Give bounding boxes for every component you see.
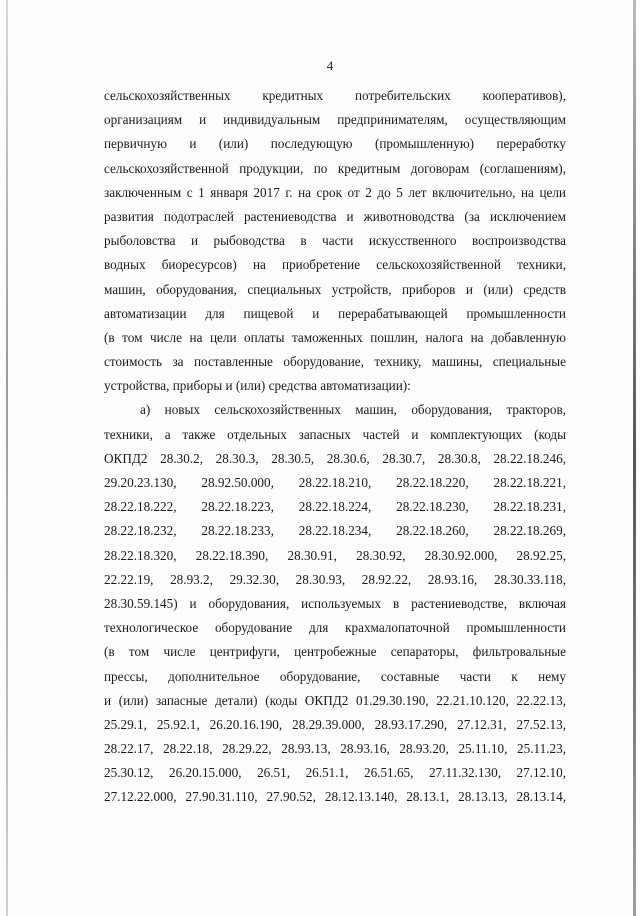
text-line: водных биоресурсов) на приобретение сельскохозяйственной техники,	[104, 257, 566, 273]
text-line: развития подотраслей растениеводства и животноводства (за исключением	[104, 208, 566, 224]
text-line: первичную и (или) последующую (промышленную) переработку	[104, 136, 566, 152]
page-number: 4	[326, 58, 334, 73]
text-line: (в том числе центрифуги, центробежные сепараторы, фильтровальные	[104, 644, 566, 660]
text-line: прессы, дополнительное оборудование, составные части к нему	[104, 668, 566, 684]
text-line: стоимость за поставленные оборудование, технику, машины, специальные	[104, 354, 566, 370]
text-line: 28.22.18.320, 28.22.18.390, 28.30.91, 28.30.92, 28.30.92.000, 28.92.25,	[104, 547, 566, 563]
paragraph-start-line: а) новых сельскохозяйственных машин, оборудования, тракторов,	[140, 402, 566, 418]
text-line: 22.22.19, 28.93.2, 29.32.30, 28.30.93, 28.92.22, 28.93.16, 28.30.33.118,	[104, 571, 566, 587]
text-line: технологическое оборудование для крахмалопаточной промышленности	[104, 620, 566, 636]
text-line: 28.22.18.232, 28.22.18.233, 28.22.18.234, 28.22.18.260, 28.22.18.269,	[104, 523, 566, 539]
document-body	[104, 84, 566, 810]
text-line: ОКПД2 28.30.2, 28.30.3, 28.30.5, 28.30.6, 28.30.7, 28.30.8, 28.22.18.246,	[104, 450, 566, 466]
text-line: 27.12.22.000, 27.90.31.110, 27.90.52, 28.12.13.140, 28.13.1, 28.13.13, 28.13.14,	[104, 789, 566, 805]
text-line: 29.20.23.130, 28.92.50.000, 28.22.18.210, 28.22.18.220, 28.22.18.221,	[104, 475, 566, 490]
text-line: сельскохозяйственной продукции, по кредитным договорам (соглашениям),	[104, 160, 566, 176]
text-line: заключенным с 1 января 2017 г. на срок от 2 до 5 лет включительно, на цели	[104, 184, 566, 200]
text-line: рыболовства и рыбоводства в части искусственного воспроизводства	[104, 233, 566, 249]
text-line: организациям и индивидуальным предпринимателям, осуществляющим	[104, 112, 566, 128]
text-line: машин, оборудования, специальных устройств, приборов и (или) средств	[104, 281, 566, 297]
text-line: 28.30.59.145) и оборудования, используемых в растениеводстве, включая	[104, 595, 566, 611]
text-line: автоматизации для пищевой и перерабатывающей промышленности	[104, 305, 566, 321]
text-line: и (или) запасные детали) (коды ОКПД2 01.29.30.190, 22.21.10.120, 22.22.13,	[104, 692, 566, 708]
text-line: техники, а также отдельных запасных частей и комплектующих (коды	[104, 426, 566, 442]
text-line: сельскохозяйственных кредитных потребительских кооперативов),	[104, 88, 566, 103]
text-line: 25.30.12, 26.20.15.000, 26.51, 26.51.1, 26.51.65, 27.11.32.130, 27.12.10,	[104, 765, 566, 781]
text-line: устройства, приборы и (или) средства автоматизации):	[104, 378, 411, 394]
text-line: 25.29.1, 25.92.1, 26.20.16.190, 28.29.39.000, 28.93.17.290, 27.12.31, 27.52.13,	[104, 716, 566, 732]
text-line: (в том числе на цели оплаты таможенных пошлин, налога на добавленную	[104, 329, 566, 345]
scan-edge-left	[6, 0, 8, 916]
scan-edge-right	[633, 0, 636, 916]
text-line: 28.22.17, 28.22.18, 28.29.22, 28.93.13, 28.93.16, 28.93.20, 25.11.10, 25.11.23,	[104, 741, 566, 757]
text-line: 28.22.18.222, 28.22.18.223, 28.22.18.224, 28.22.18.230, 28.22.18.231,	[104, 499, 566, 515]
